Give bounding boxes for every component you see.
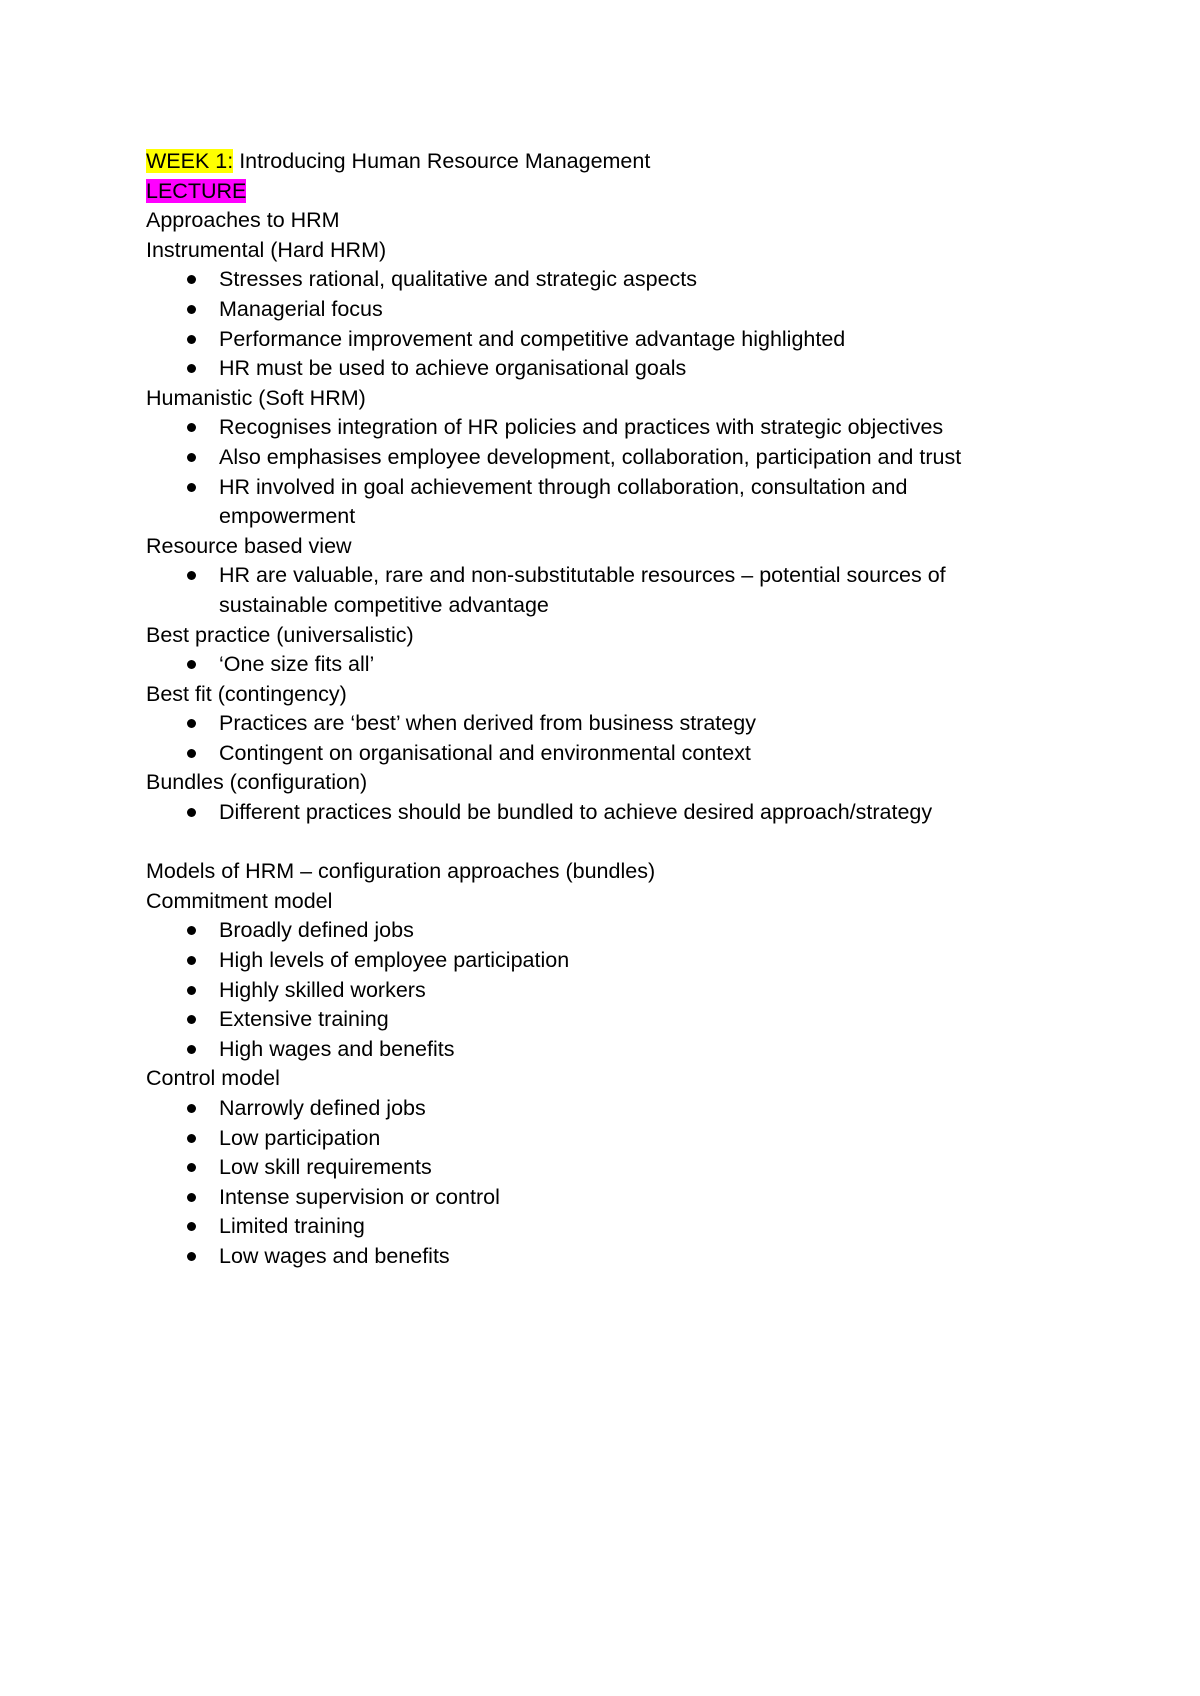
list-item-text: Low wages and benefits	[219, 1243, 450, 1268]
list-item-text: HR must be used to achieve organisational goals	[219, 356, 687, 381]
list-item	[219, 946, 1019, 976]
section-heading: Instrumental (Hard HRM)	[146, 237, 387, 262]
list-item	[219, 650, 1019, 680]
bullet-icon	[187, 1045, 196, 1054]
list-item	[219, 443, 1019, 473]
list-item-text: Recognises integration of HR policies and practices with strategic objectives	[219, 415, 944, 440]
bullet-icon	[187, 1163, 196, 1172]
bullet-icon	[187, 1015, 196, 1024]
list-item	[219, 1124, 1019, 1154]
list-item-text: HR are valuable, rare and non-substitutable resources – potential sources of sustainable competitive advantage	[219, 563, 946, 617]
lecture-label: LECTURE	[146, 178, 247, 203]
bullet-icon	[187, 1252, 196, 1261]
list-item-text: Different practices should be bundled to achieve desired approach/strategy	[219, 800, 933, 825]
list-item	[219, 354, 1019, 384]
bullet-icon	[187, 453, 196, 462]
lecture-label-line	[146, 177, 1106, 207]
bullet-list	[146, 798, 1106, 828]
bullet-icon	[187, 926, 196, 935]
section-heading: Approaches to HRM	[146, 208, 340, 233]
bullet-icon	[187, 808, 196, 817]
bullet-icon	[187, 956, 196, 965]
bullet-icon	[187, 275, 196, 284]
week-label-highlight	[146, 149, 233, 173]
bullet-icon	[187, 305, 196, 314]
list-item	[219, 295, 1019, 325]
list-item	[219, 1153, 1019, 1183]
list-item	[219, 739, 1019, 769]
list-item	[219, 1005, 1019, 1035]
document-title	[146, 147, 1106, 177]
list-item-text: Intense supervision or control	[219, 1184, 500, 1209]
list-item-text: Narrowly defined jobs	[219, 1096, 426, 1120]
list-item	[219, 709, 1019, 739]
bullet-icon	[187, 483, 196, 492]
list-item-text: Broadly defined jobs	[219, 918, 414, 943]
list-item	[219, 265, 1019, 295]
list-item	[219, 798, 1019, 828]
list-item-text: ‘One size fits all’	[219, 652, 375, 677]
bullet-icon	[187, 364, 196, 373]
list-item-text: Extensive training	[219, 1007, 389, 1032]
bullet-icon	[187, 1134, 196, 1143]
list-item	[219, 473, 1019, 532]
bullet-icon	[187, 1222, 196, 1231]
bullet-icon	[187, 1104, 196, 1113]
section-heading: Control model	[146, 1066, 280, 1091]
bullet-list	[146, 709, 1106, 768]
list-item-text: Highly skilled workers	[219, 977, 426, 1002]
list-item-text: Also emphasises employee development, collaboration, participation and trust	[219, 444, 962, 469]
blank-line	[146, 828, 1106, 858]
bullet-list	[146, 916, 1106, 1064]
week-title: Introducing Human Resource Management	[233, 149, 651, 173]
week-colon: :	[227, 149, 234, 173]
list-item-text: Limited training	[219, 1214, 365, 1239]
list-item-text: Practices are ‘best’ when derived from business strategy	[219, 711, 756, 736]
week-label: WEEK 1	[146, 149, 228, 173]
bullet-icon	[187, 1193, 196, 1202]
list-item-text: Low participation	[219, 1125, 381, 1150]
section-heading: Best practice (universalistic)	[146, 622, 414, 647]
models-heading: Models of HRM – configuration approaches (bundles)	[146, 859, 656, 884]
list-item	[219, 561, 1019, 620]
document-body	[146, 147, 1106, 1272]
bullet-icon	[187, 719, 196, 728]
list-item	[219, 916, 1019, 946]
list-item	[219, 1212, 1019, 1242]
list-item	[219, 1035, 1019, 1065]
list-item-text: Contingent on organisational and environmental context	[219, 740, 751, 765]
section-heading: Humanistic (Soft HRM)	[146, 385, 366, 410]
list-item-text: Stresses rational, qualitative and strategic aspects	[219, 267, 698, 292]
list-item	[219, 976, 1019, 1006]
list-item-text: Managerial focus	[219, 296, 383, 321]
list-item	[219, 1242, 1019, 1272]
list-item	[219, 413, 1019, 443]
bullet-icon	[187, 986, 196, 995]
bullet-icon	[187, 749, 196, 758]
section-heading: Best fit (contingency)	[146, 681, 347, 706]
list-item-text: High levels of employee participation	[219, 948, 570, 973]
section-heading: Resource based view	[146, 533, 352, 558]
bullet-list	[146, 1094, 1106, 1272]
bullet-list	[146, 650, 1106, 680]
list-item-text: High wages and benefits	[219, 1036, 455, 1061]
bullet-list	[146, 413, 1106, 531]
bullet-list	[146, 561, 1106, 620]
bullet-icon	[187, 423, 196, 432]
list-item-text: HR involved in goal achievement through collaboration, consultation and empowerment	[219, 474, 908, 529]
list-item	[219, 325, 1019, 355]
bullet-icon	[187, 660, 196, 669]
list-item	[219, 1183, 1019, 1213]
bullet-icon	[187, 571, 196, 580]
section-heading: Commitment model	[146, 888, 333, 913]
list-item	[219, 1094, 1019, 1124]
list-item-text: Performance improvement and competitive advantage highlighted	[219, 326, 846, 351]
list-item-text: Low skill requirements	[219, 1155, 432, 1180]
section-heading: Bundles (configuration)	[146, 770, 368, 795]
bullet-icon	[187, 335, 196, 344]
bullet-list	[146, 265, 1106, 383]
